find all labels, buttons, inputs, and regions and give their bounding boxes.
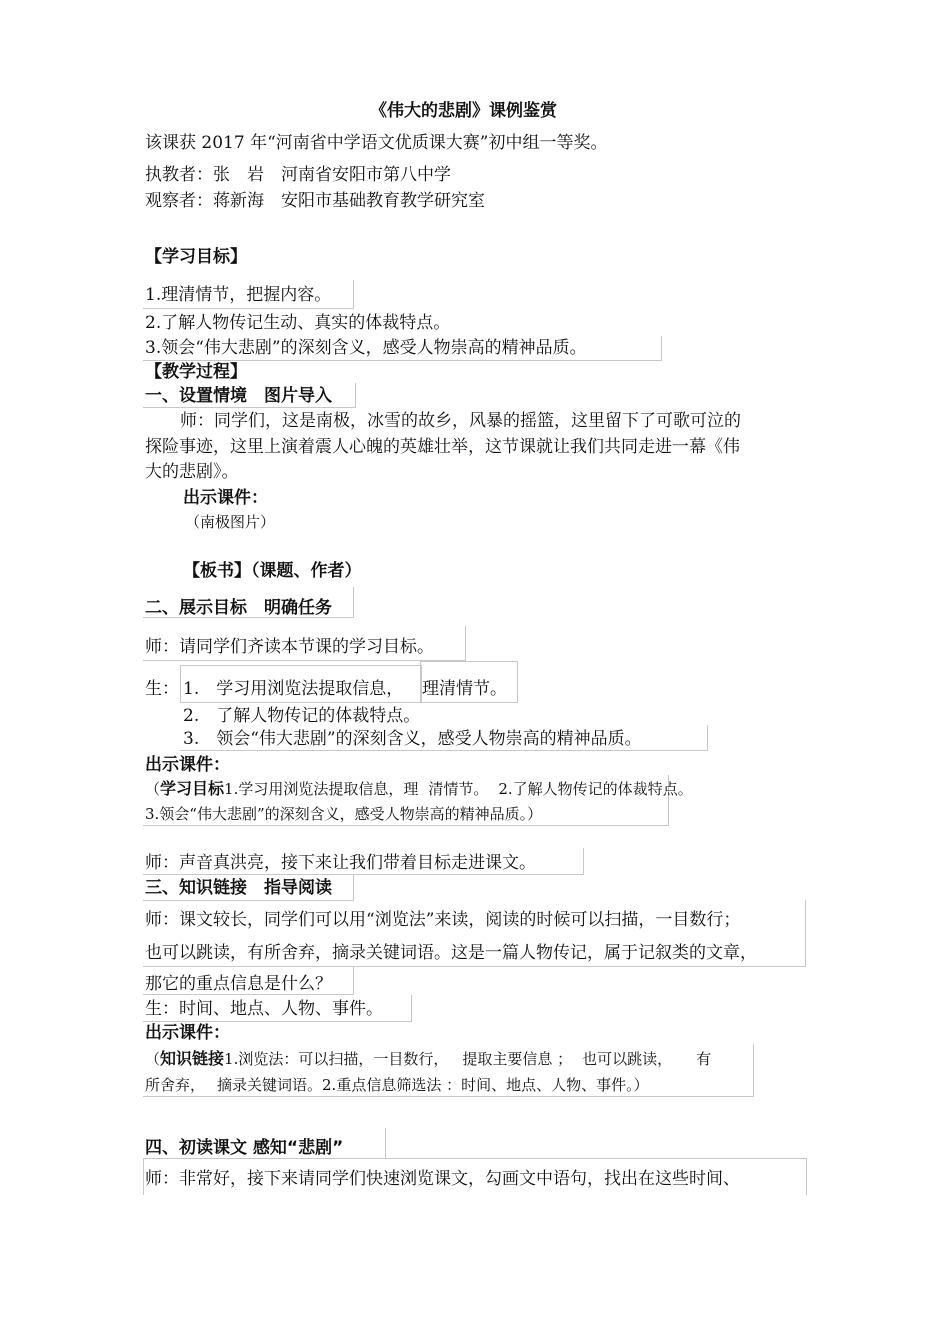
s2-c-1: 1.学习用浏览法提取信息，理: [224, 780, 419, 798]
s3-c-1d: 有: [696, 1050, 712, 1068]
s4-teacher-line-1: 师：非常好，接下来请同学们快速浏览课文，勾画文中语句，找出在这些时间、: [145, 1169, 740, 1189]
page-title: 《伟大的悲剧》课例鉴赏: [370, 101, 557, 121]
goal-item-3: 3.领会“伟大悲剧”的深刻含义，感受人物崇高的精神品质。: [145, 338, 587, 358]
award-line: 该课获 2017 年“河南省中学语文优质课大赛”初中组一等奖。: [145, 133, 608, 153]
board-text: （课题、作者）: [251, 561, 362, 581]
process-heading: 【教学过程】: [145, 362, 247, 382]
s2-student-item-1: 1. 学习用浏览法提取信息，: [183, 679, 404, 699]
s1-paragraph-line-3: 大的悲剧》。: [145, 462, 239, 482]
s3-student-line: 生：时间、地点、人物、事件。: [145, 999, 383, 1019]
s2-student-item-1b: 理清情节。: [422, 679, 507, 699]
s2-courseware-line-1: [145, 778, 693, 800]
s1-picture-note: （南极图片）: [185, 513, 276, 531]
s2-c-label: 学习目标: [160, 779, 225, 798]
s3-c-1c: 也可以跳读，: [582, 1050, 673, 1068]
s2-c-open: （: [145, 780, 161, 798]
section-3-title: 三、知识链接 指导阅读: [145, 878, 332, 898]
s1-board: [183, 560, 362, 582]
s2-teacher-line: 师：请同学们齐读本节课的学习目标。: [145, 637, 434, 657]
s3-c-2c: 时间、地点、人物、事件。）: [461, 1076, 649, 1094]
s3-courseware-line-1: [145, 1048, 711, 1070]
s1-paragraph-line-2: 探险事迹，这里上演着震人心魄的英雄壮举，这节课就让我们共同走进一幕《伟: [145, 437, 740, 457]
s1-paragraph-line-1: 师：同学们，这是南极，冰雪的故乡，风暴的摇篮，这里留下了可歌可泣的: [180, 411, 741, 431]
s2-student-item-2: 2. 了解人物传记的体裁特点。: [183, 706, 421, 726]
goal-item-2: 2.了解人物传记生动、真实的体裁特点。: [145, 313, 451, 333]
s3-c-label: 知识链接: [160, 1049, 225, 1068]
s3-teacher-line-2: 也可以跳读，有所舍弃，摘录关键词语。这是一篇人物传记，属于记叙类的文章，: [145, 943, 757, 963]
s2-student-prefix: 生：: [145, 679, 179, 699]
s3-teacher-line-1: 师：课文较长，同学们可以用“浏览法”来读，阅读的时候可以扫描，一目数行；: [145, 910, 741, 930]
s2-student-item-3: 3. 领会“伟大悲剧”的深刻含义，感受人物崇高的精神品质。: [183, 729, 642, 749]
section-1-title: 一、设置情境 图片导入: [145, 386, 332, 406]
board-label: 【板书】: [183, 561, 251, 581]
s3-teacher-line-3: 那它的重点信息是什么？: [145, 974, 332, 994]
s3-c-2: 所舍弃，: [145, 1076, 206, 1094]
s2-show-courseware: 出示课件：: [145, 755, 230, 775]
s3-c-1: 1.浏览法：可以扫描，一目数行，: [224, 1050, 449, 1068]
section-4-title: 四、初读课文 感知“悲剧”: [145, 1138, 344, 1158]
s3-c-2b: 摘录关键词语。2.重点信息筛选法 ：: [217, 1076, 462, 1094]
section-2-title: 二、展示目标 明确任务: [145, 598, 332, 618]
goal-item-1: 1.理清情节，把握内容。: [145, 285, 332, 305]
s3-c-1b: 提取主要信息 ；: [462, 1050, 573, 1068]
observer-line: 观察者：蒋新海 安阳市基础教育教学研究室: [145, 191, 485, 211]
s2-c-1b: 清情节。: [428, 780, 489, 798]
s3-c-open: （: [145, 1050, 161, 1068]
teacher-line: 执教者：张 岩 河南省安阳市第八中学: [145, 165, 451, 185]
s2-c-2: 2.了解人物传记的体裁特点。: [498, 780, 693, 798]
s2-courseware-line-2: 3.领会“伟大悲剧”的深刻含义，感受人物崇高的精神品质。）: [145, 805, 543, 823]
s3-courseware-line-2: [145, 1074, 649, 1096]
goals-heading: 【学习目标】: [145, 247, 247, 267]
s1-show-courseware: 出示课件：: [183, 488, 268, 508]
s2-teacher2-line: 师：声音真洪亮，接下来让我们带着目标走进课文。: [145, 853, 536, 873]
s3-show-courseware: 出示课件：: [145, 1023, 230, 1043]
